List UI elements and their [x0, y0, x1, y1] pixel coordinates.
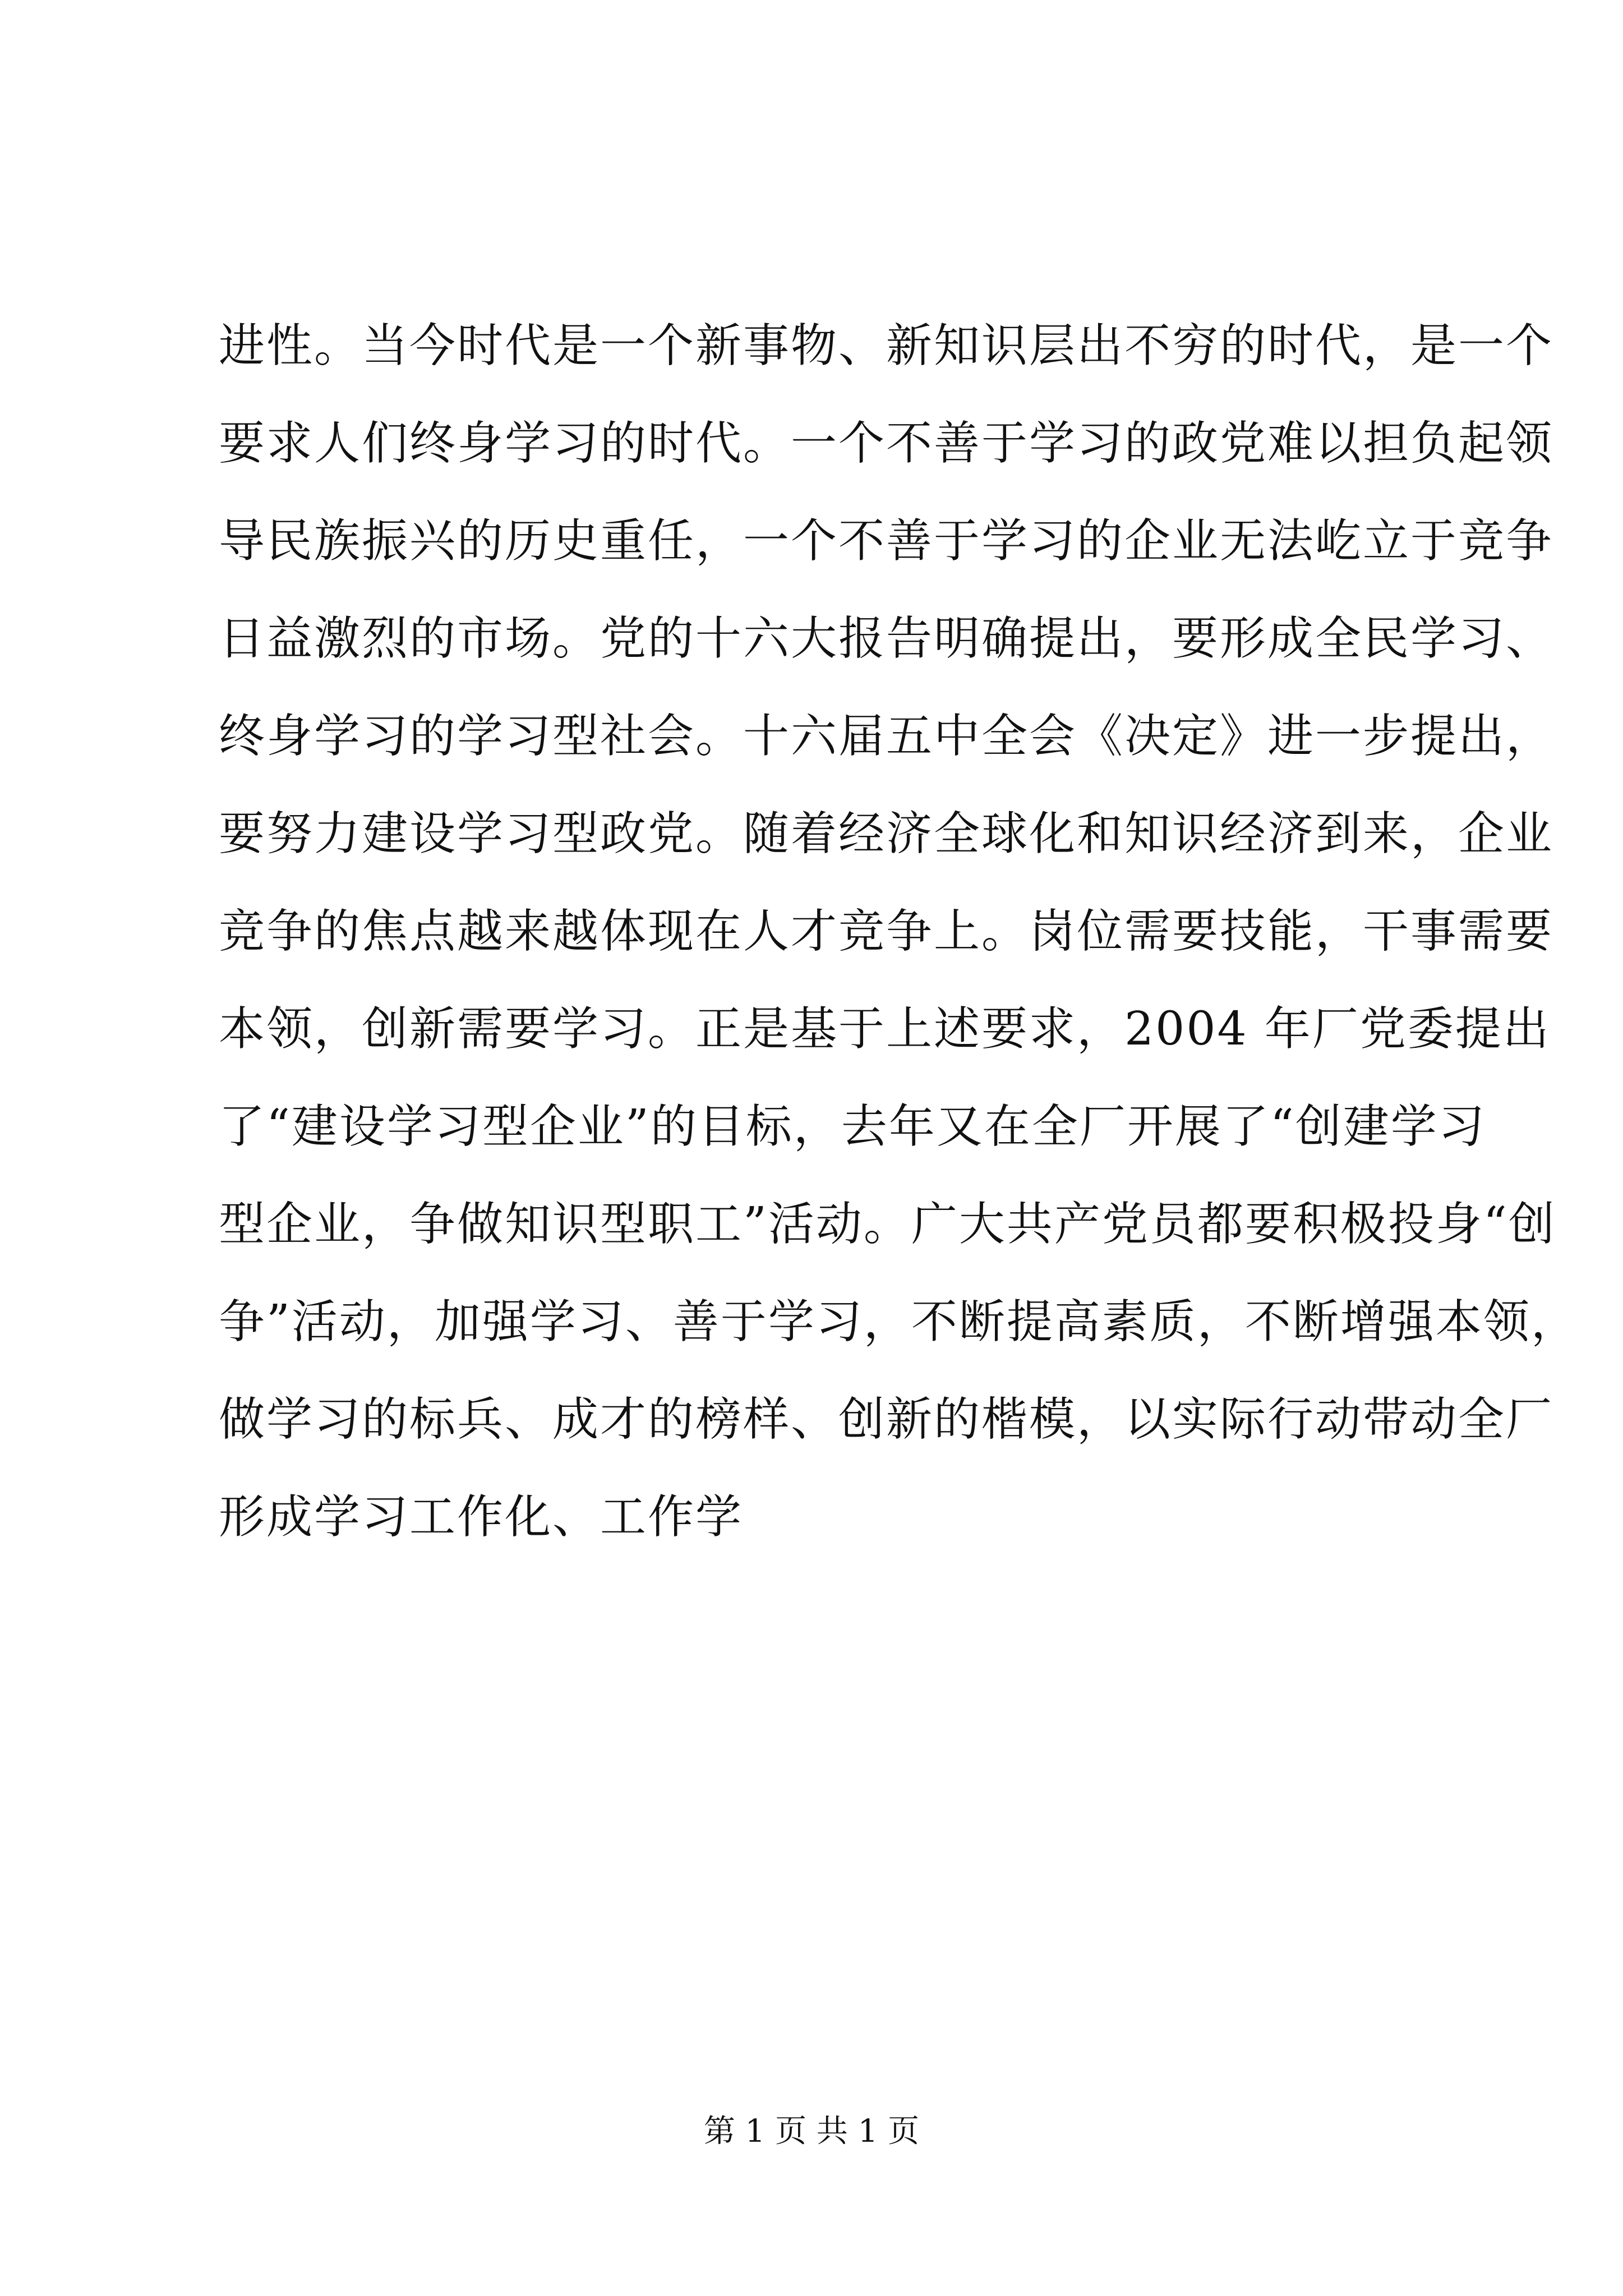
text-line: 本领，创新需要学习。正是基于上述要求，2004 年厂党委提出 — [219, 1002, 1551, 1056]
text-line: 要求人们终身学习的时代。一个不善于学习的政党难以担负起领 — [219, 417, 1554, 470]
text-line: 做学习的标兵、成才的榜样、创新的楷模，以实际行动带动全厂 — [219, 1393, 1554, 1446]
page-footer — [0, 2109, 1623, 2154]
text-line: 终身学习的学习型社会。十六届五中全会《决定》进一步提出， — [219, 710, 1554, 763]
body-paragraph — [219, 297, 1579, 1566]
text-line: 导民族振兴的历史重任，一个不善于学习的企业无法屹立于竞争 — [219, 514, 1554, 568]
text-line: 型企业，争做知识型职工”活动。广大共产党员都要积极投身“创 — [219, 1198, 1556, 1251]
text-line: 形成学习工作化、工作学 — [219, 1490, 744, 1544]
text-line: 要努力建设学习型政党。随着经济全球化和知识经济到来，企业 — [219, 807, 1554, 861]
text-line: 争”活动，加强学习、善于学习，不断提高素质，不断增强本领， — [219, 1295, 1579, 1349]
page-number-label: 第 1 页 共 1 页 — [703, 2113, 920, 2150]
text-line: 进性。当今时代是一个新事物、新知识层出不穷的时代，是一个 — [219, 319, 1554, 372]
text-line: 了“建设学习型企业”的目标，去年又在全厂开展了“创建学习 — [219, 1100, 1486, 1153]
text-line: 竞争的焦点越来越体现在人才竞争上。岗位需要技能，干事需要 — [219, 905, 1554, 958]
text-line: 日益激烈的市场。党的十六大报告明确提出，要形成全民学习、 — [219, 612, 1554, 665]
